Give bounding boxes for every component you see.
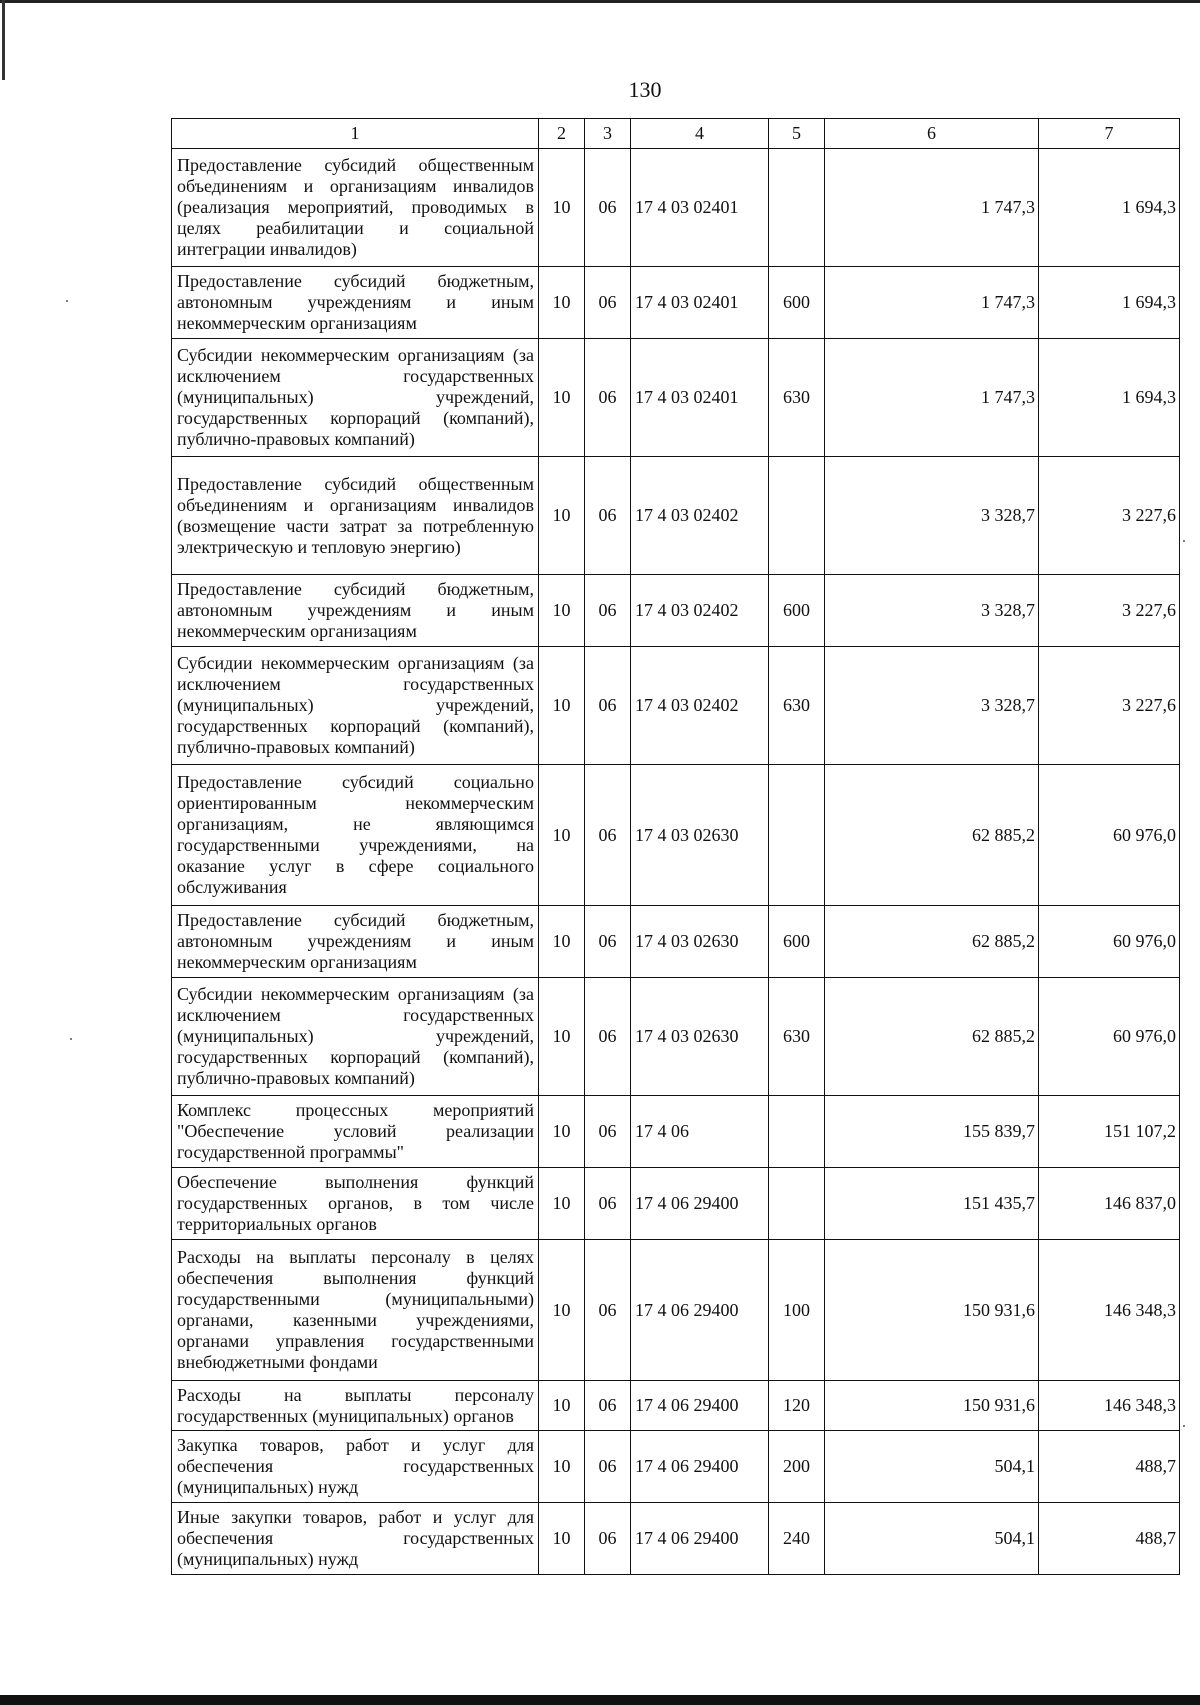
amount-col-7: 488,7 (1039, 1431, 1180, 1503)
table-header (172, 119, 1180, 149)
subsection-code: 06 (585, 1168, 631, 1240)
subsection-code: 06 (585, 1503, 631, 1575)
table-row (172, 1503, 1180, 1575)
expense-type-code: 630 (769, 647, 825, 765)
expense-type-code (769, 765, 825, 906)
amount-col-6: 62 885,2 (825, 765, 1039, 906)
section-code: 10 (539, 978, 585, 1096)
amount-col-6: 3 328,7 (825, 575, 1039, 647)
target-article-code: 17 4 06 (631, 1096, 769, 1168)
amount-col-7: 60 976,0 (1039, 906, 1180, 978)
row-description: Комплекс процессных мероприятий "Обеспечение условий реализации государственной программы" (172, 1096, 539, 1168)
amount-col-6: 151 435,7 (825, 1168, 1039, 1240)
table-row (172, 1240, 1180, 1381)
amount-col-7: 1 694,3 (1039, 339, 1180, 457)
section-code: 10 (539, 647, 585, 765)
amount-col-7: 488,7 (1039, 1503, 1180, 1575)
amount-col-7: 151 107,2 (1039, 1096, 1180, 1168)
section-code: 10 (539, 149, 585, 267)
amount-col-6: 150 931,6 (825, 1381, 1039, 1431)
scan-left-edge (2, 0, 5, 80)
amount-col-7: 1 694,3 (1039, 149, 1180, 267)
amount-col-6: 504,1 (825, 1431, 1039, 1503)
row-description: Предоставление субсидий социально ориентированным некоммерческим организациям, не являющимся государственными учреждениями, на оказание услуг в сфере социального обслуживания (172, 765, 539, 906)
row-description: Субсидии некоммерческим организациям (за исключением государственных (муниципальных) учреждений, государственных корпораций (компаний), публично-правовых компаний) (172, 978, 539, 1096)
target-article-code: 17 4 03 02401 (631, 339, 769, 457)
row-description: Субсидии некоммерческим организациям (за исключением государственных (муниципальных) учреждений, государственных корпораций (компаний), публично-правовых компаний) (172, 647, 539, 765)
subsection-code: 06 (585, 978, 631, 1096)
table-row (172, 149, 1180, 267)
header-col-2: 2 (539, 119, 585, 149)
section-code: 10 (539, 906, 585, 978)
table-row (172, 267, 1180, 339)
expense-type-code (769, 1096, 825, 1168)
row-description: Предоставление субсидий бюджетным, автономным учреждениям и иным некоммерческим организациям (172, 575, 539, 647)
amount-col-6: 62 885,2 (825, 978, 1039, 1096)
section-code: 10 (539, 1168, 585, 1240)
row-description: Расходы на выплаты персоналу в целях обеспечения выполнения функций государственными (муниципальными) органами, казенными учреждениями, органами управления государственными внебюджетными фондами (172, 1240, 539, 1381)
expense-type-code (769, 457, 825, 575)
subsection-code: 06 (585, 1096, 631, 1168)
subsection-code: 06 (585, 339, 631, 457)
subsection-code: 06 (585, 1381, 631, 1431)
subsection-code: 06 (585, 765, 631, 906)
subsection-code: 06 (585, 1431, 631, 1503)
target-article-code: 17 4 03 02630 (631, 906, 769, 978)
target-article-code: 17 4 06 29400 (631, 1431, 769, 1503)
header-col-5: 5 (769, 119, 825, 149)
row-description: Субсидии некоммерческим организациям (за исключением государственных (муниципальных) учреждений, государственных корпораций (компаний), публично-правовых компаний) (172, 339, 539, 457)
target-article-code: 17 4 03 02401 (631, 149, 769, 267)
amount-col-7: 146 837,0 (1039, 1168, 1180, 1240)
target-article-code: 17 4 03 02402 (631, 457, 769, 575)
expense-type-code: 200 (769, 1431, 825, 1503)
header-col-6: 6 (825, 119, 1039, 149)
subsection-code: 06 (585, 647, 631, 765)
expense-type-code: 600 (769, 267, 825, 339)
table-row (172, 1168, 1180, 1240)
row-description: Предоставление субсидий бюджетным, автономным учреждениям и иным некоммерческим организациям (172, 267, 539, 339)
row-description: Предоставление субсидий бюджетным, автономным учреждениям и иным некоммерческим организациям (172, 906, 539, 978)
target-article-code: 17 4 03 02630 (631, 978, 769, 1096)
table-row (172, 647, 1180, 765)
section-code: 10 (539, 267, 585, 339)
expense-type-code (769, 1168, 825, 1240)
target-article-code: 17 4 03 02401 (631, 267, 769, 339)
budget-table (171, 118, 1180, 1575)
amount-col-7: 3 227,6 (1039, 575, 1180, 647)
table-row (172, 978, 1180, 1096)
section-code: 10 (539, 765, 585, 906)
expense-type-code: 630 (769, 978, 825, 1096)
table-row (172, 1381, 1180, 1431)
expense-type-code: 120 (769, 1381, 825, 1431)
scan-top-edge (0, 0, 1200, 3)
target-article-code: 17 4 03 02402 (631, 575, 769, 647)
section-code: 10 (539, 1431, 585, 1503)
subsection-code: 06 (585, 149, 631, 267)
amount-col-7: 60 976,0 (1039, 765, 1180, 906)
section-code: 10 (539, 1381, 585, 1431)
scan-speck (1183, 1425, 1185, 1427)
table-row (172, 1431, 1180, 1503)
expense-type-code (769, 149, 825, 267)
row-description: Предоставление субсидий общественным объединениям и организациям инвалидов (реализация мероприятий, проводимых в целях реабилитации и социальной интеграции инвалидов) (172, 149, 539, 267)
expense-type-code: 600 (769, 906, 825, 978)
table-row (172, 457, 1180, 575)
subsection-code: 06 (585, 1240, 631, 1381)
section-code: 10 (539, 339, 585, 457)
table-row (172, 765, 1180, 906)
section-code: 10 (539, 457, 585, 575)
scan-bottom-edge (0, 1695, 1200, 1705)
target-article-code: 17 4 03 02402 (631, 647, 769, 765)
subsection-code: 06 (585, 267, 631, 339)
page-number: 130 (628, 77, 662, 102)
amount-col-7: 1 694,3 (1039, 267, 1180, 339)
table-row (172, 575, 1180, 647)
section-code: 10 (539, 1240, 585, 1381)
amount-col-6: 1 747,3 (825, 267, 1039, 339)
header-row (172, 119, 1180, 149)
expense-type-code: 630 (769, 339, 825, 457)
amount-col-6: 3 328,7 (825, 457, 1039, 575)
amount-col-6: 62 885,2 (825, 906, 1039, 978)
table-row (172, 906, 1180, 978)
amount-col-7: 60 976,0 (1039, 978, 1180, 1096)
table-row (172, 1096, 1180, 1168)
amount-col-7: 3 227,6 (1039, 457, 1180, 575)
row-description: Обеспечение выполнения функций государственных органов, в том числе территориальных органов (172, 1168, 539, 1240)
subsection-code: 06 (585, 575, 631, 647)
amount-col-7: 146 348,3 (1039, 1381, 1180, 1431)
target-article-code: 17 4 06 29400 (631, 1381, 769, 1431)
target-article-code: 17 4 03 02630 (631, 765, 769, 906)
header-col-7: 7 (1039, 119, 1180, 149)
amount-col-7: 146 348,3 (1039, 1240, 1180, 1381)
amount-col-6: 1 747,3 (825, 339, 1039, 457)
target-article-code: 17 4 06 29400 (631, 1240, 769, 1381)
scan-speck (1183, 540, 1185, 542)
header-col-3: 3 (585, 119, 631, 149)
amount-col-6: 155 839,7 (825, 1096, 1039, 1168)
row-description: Предоставление субсидий общественным объединениям и организациям инвалидов (возмещение части затрат за потребленную электрическую и тепловую энергию) (172, 457, 539, 575)
section-code: 10 (539, 575, 585, 647)
scan-speck (66, 300, 68, 302)
row-description: Иные закупки товаров, работ и услуг для обеспечения государственных (муниципальных) нужд (172, 1503, 539, 1575)
amount-col-6: 1 747,3 (825, 149, 1039, 267)
expense-type-code: 600 (769, 575, 825, 647)
section-code: 10 (539, 1503, 585, 1575)
section-code: 10 (539, 1096, 585, 1168)
header-col-4: 4 (631, 119, 769, 149)
amount-col-6: 504,1 (825, 1503, 1039, 1575)
expense-type-code: 240 (769, 1503, 825, 1575)
target-article-code: 17 4 06 29400 (631, 1503, 769, 1575)
amount-col-6: 150 931,6 (825, 1240, 1039, 1381)
row-description: Расходы на выплаты персоналу государственных (муниципальных) органов (172, 1381, 539, 1431)
scan-speck (70, 1038, 72, 1040)
subsection-code: 06 (585, 906, 631, 978)
table-body (172, 149, 1180, 1575)
amount-col-7: 3 227,6 (1039, 647, 1180, 765)
target-article-code: 17 4 06 29400 (631, 1168, 769, 1240)
header-col-1: 1 (172, 119, 539, 149)
table-row (172, 339, 1180, 457)
subsection-code: 06 (585, 457, 631, 575)
expense-type-code: 100 (769, 1240, 825, 1381)
amount-col-6: 3 328,7 (825, 647, 1039, 765)
row-description: Закупка товаров, работ и услуг для обеспечения государственных (муниципальных) нужд (172, 1431, 539, 1503)
